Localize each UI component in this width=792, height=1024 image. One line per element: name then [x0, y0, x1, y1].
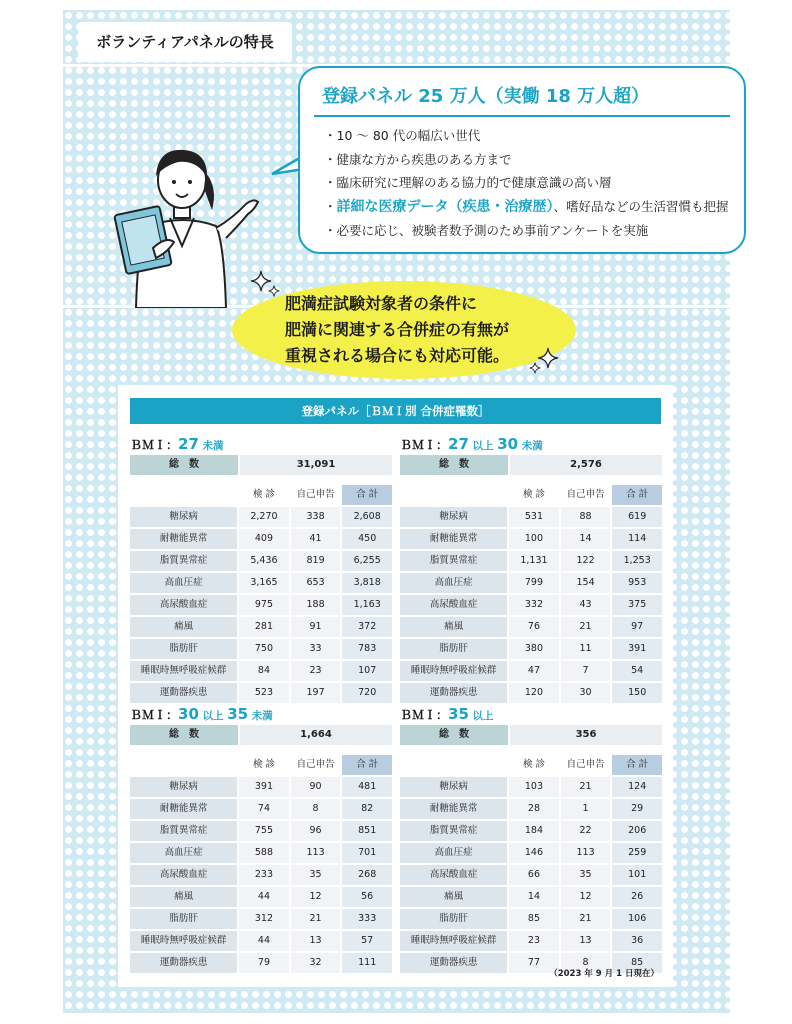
- cell-value: 14: [509, 887, 559, 907]
- cell-value: 150: [612, 683, 662, 703]
- cell-value: 268: [342, 865, 392, 885]
- cell-value: 91: [291, 617, 341, 637]
- row-label: 脂質異常症: [130, 551, 237, 571]
- cell-value: 720: [342, 683, 392, 703]
- cell-value: 96: [291, 821, 341, 841]
- cell-value: 47: [509, 661, 559, 681]
- cell-value: 100: [509, 529, 559, 549]
- cell-value: 44: [239, 887, 289, 907]
- cell-value: 90: [291, 777, 341, 797]
- table-header: [400, 485, 662, 505]
- cell-value: 1,163: [342, 595, 392, 615]
- cell-value: 783: [342, 639, 392, 659]
- cell-value: 391: [239, 777, 289, 797]
- row-label: 高尿酸血症: [400, 595, 507, 615]
- table-row: [400, 931, 662, 951]
- cell-value: 26: [612, 887, 662, 907]
- row-label: 痛風: [400, 617, 507, 637]
- doctor-illustration: [108, 118, 268, 308]
- row-label: 高血圧症: [130, 843, 237, 863]
- cell-value: 14: [561, 529, 611, 549]
- row-label: 睡眠時無呼吸症候群: [400, 661, 507, 681]
- bubble-headline: 登録パネル 25 万人（実働 18 万人超）: [322, 86, 650, 107]
- cell-value: 391: [612, 639, 662, 659]
- cell-value: 653: [291, 573, 341, 593]
- total-row: [400, 725, 662, 745]
- table-row: [400, 507, 662, 527]
- total-row: [130, 455, 392, 475]
- table-row: [130, 683, 392, 703]
- bmi-range-text: 未満: [248, 710, 273, 722]
- bmi-label: ＢＭＩ：: [400, 708, 449, 722]
- cell-value: 531: [509, 507, 559, 527]
- row-label: 脂肪肝: [400, 639, 507, 659]
- total-label: 総 数: [130, 725, 238, 745]
- cell-value: 188: [291, 595, 341, 615]
- callout-text: [285, 291, 509, 369]
- table-row: [400, 909, 662, 929]
- bmi-label: ＢＭＩ：: [400, 438, 449, 452]
- column-header: 合 計: [612, 755, 662, 775]
- cell-value: 85: [509, 909, 559, 929]
- row-label: 糖尿病: [400, 777, 507, 797]
- feature-item: [324, 219, 729, 243]
- feature-bubble: [298, 66, 746, 254]
- bmi-range-text: 以上: [468, 710, 494, 722]
- cell-value: 35: [291, 865, 341, 885]
- total-value: 31,091: [240, 455, 392, 475]
- cell-value: 953: [612, 573, 662, 593]
- cell-value: 799: [509, 573, 559, 593]
- row-label: 耐糖能異常: [130, 529, 237, 549]
- table-row: [130, 931, 392, 951]
- table-row: [130, 865, 392, 885]
- cell-value: 750: [239, 639, 289, 659]
- column-header: 検 診: [252, 489, 275, 500]
- table-row: [130, 661, 392, 681]
- table-row: [130, 639, 392, 659]
- column-header: 自己申告: [296, 759, 335, 770]
- table-row: [130, 507, 392, 527]
- bmi-number: 35: [448, 705, 469, 723]
- bmi-block: [400, 705, 662, 973]
- cell-value: 1,131: [509, 551, 559, 571]
- bmi-block: [400, 435, 662, 703]
- cell-value: 56: [342, 887, 392, 907]
- cell-value: 21: [561, 909, 611, 929]
- cell-value: 1: [561, 799, 611, 819]
- table-row: [130, 909, 392, 929]
- cell-value: 124: [612, 777, 662, 797]
- cell-value: 113: [561, 843, 611, 863]
- cell-value: 43: [561, 595, 611, 615]
- feature-text: ・10 ～ 80 代の幅広い世代: [324, 128, 481, 143]
- bmi-block-title: [400, 435, 662, 453]
- table-row: [400, 683, 662, 703]
- bmi-panel: [118, 385, 673, 987]
- cell-value: 120: [509, 683, 559, 703]
- cell-value: 97: [612, 617, 662, 637]
- total-label: 総 数: [400, 725, 508, 745]
- row-label: 脂肪肝: [130, 909, 237, 929]
- cell-value: 851: [342, 821, 392, 841]
- callout-line: 肥満に関連する合併症の有無が: [285, 320, 510, 339]
- cell-value: 30: [561, 683, 611, 703]
- feature-item: [324, 171, 729, 195]
- cell-value: 8: [561, 953, 611, 973]
- row-label: 高尿酸血症: [130, 865, 237, 885]
- cell-value: 5,436: [239, 551, 289, 571]
- row-label: 運動器疾患: [130, 953, 237, 973]
- row-label: 糖尿病: [130, 777, 237, 797]
- column-header: 自己申告: [296, 489, 335, 500]
- total-value: 1,664: [240, 725, 392, 745]
- cell-value: 85: [612, 953, 662, 973]
- row-label: 睡眠時無呼吸症候群: [400, 931, 507, 951]
- cell-value: 122: [561, 551, 611, 571]
- cell-value: 106: [612, 909, 662, 929]
- row-label: 高血圧症: [400, 573, 507, 593]
- cell-value: 819: [291, 551, 341, 571]
- row-label: 高尿酸血症: [130, 595, 237, 615]
- bmi-range-text: 以上: [468, 440, 498, 452]
- row-label: 脂肪肝: [400, 909, 507, 929]
- cell-value: 79: [239, 953, 289, 973]
- table-row: [400, 821, 662, 841]
- feature-text: ・健康な方から疾患のある方まで: [324, 151, 512, 167]
- cell-value: 13: [291, 931, 341, 951]
- row-label: 高血圧症: [130, 573, 237, 593]
- column-header: 自己申告: [566, 489, 605, 500]
- table-row: [130, 529, 392, 549]
- table-header: [130, 485, 392, 505]
- cell-value: 44: [239, 931, 289, 951]
- cell-value: 184: [509, 821, 559, 841]
- bmi-label: ＢＭＩ：: [130, 708, 179, 722]
- table-row: [400, 799, 662, 819]
- bmi-block-title: [130, 435, 392, 453]
- row-label: 糖尿病: [130, 507, 237, 527]
- table-header: [400, 755, 662, 775]
- row-label: 高尿酸血症: [400, 865, 507, 885]
- cell-value: 206: [612, 821, 662, 841]
- cell-value: 619: [612, 507, 662, 527]
- cell-value: 338: [291, 507, 341, 527]
- cell-value: 375: [612, 595, 662, 615]
- total-label: 総 数: [400, 455, 508, 475]
- cell-value: 13: [561, 931, 611, 951]
- row-label: 痛風: [130, 887, 237, 907]
- column-header: 自己申告: [566, 759, 605, 770]
- cell-value: 259: [612, 843, 662, 863]
- cell-value: 1,253: [612, 551, 662, 571]
- header-blank: [400, 485, 507, 505]
- table-row: [130, 821, 392, 841]
- bmi-block-title: [400, 705, 662, 723]
- cell-value: 32: [291, 953, 341, 973]
- table-row: [130, 617, 392, 637]
- column-header: 検 診: [522, 759, 545, 770]
- cell-value: 523: [239, 683, 289, 703]
- bubble-rule: [314, 115, 730, 117]
- feature-highlight: 詳細な医療データ（疾患・治療歴）: [336, 198, 554, 215]
- total-value: 356: [510, 725, 662, 745]
- row-label: 耐糖能異常: [400, 529, 507, 549]
- panel-title: 登録パネル［ＢＭＩ別 合併症罹数］: [130, 398, 661, 424]
- table-row: [400, 843, 662, 863]
- cell-value: 372: [342, 617, 392, 637]
- table-row: [130, 953, 392, 973]
- table-row: [130, 799, 392, 819]
- sparkle-icon: [268, 285, 280, 297]
- row-label: 脂質異常症: [400, 551, 507, 571]
- table-row: [400, 529, 662, 549]
- bmi-number: 35: [227, 705, 249, 723]
- cell-value: 113: [291, 843, 341, 863]
- cell-value: 114: [612, 529, 662, 549]
- cell-value: 21: [561, 777, 611, 797]
- bmi-number: 30: [178, 705, 199, 723]
- feature-list: [324, 124, 729, 243]
- page-title: ボランティアパネルの特長: [78, 22, 292, 62]
- feature-item: [324, 124, 729, 148]
- cell-value: 12: [561, 887, 611, 907]
- cell-value: 12: [291, 887, 341, 907]
- cell-value: 101: [612, 865, 662, 885]
- cell-value: 154: [561, 573, 611, 593]
- row-label: 糖尿病: [400, 507, 507, 527]
- cell-value: 380: [509, 639, 559, 659]
- cell-value: 975: [239, 595, 289, 615]
- column-header: 合 計: [612, 485, 662, 505]
- table-row: [400, 777, 662, 797]
- cell-value: 66: [509, 865, 559, 885]
- bmi-label: ＢＭＩ：: [130, 438, 179, 452]
- cell-value: 3,818: [342, 573, 392, 593]
- table-row: [400, 865, 662, 885]
- cell-value: 88: [561, 507, 611, 527]
- cell-value: 82: [342, 799, 392, 819]
- table-row: [130, 887, 392, 907]
- table-row: [400, 617, 662, 637]
- feature-item: [324, 195, 729, 220]
- cell-value: 54: [612, 661, 662, 681]
- cell-value: 77: [509, 953, 559, 973]
- feature-text: ・: [324, 198, 337, 214]
- cell-value: 7: [561, 661, 611, 681]
- cell-value: 2,270: [239, 507, 289, 527]
- column-header: 検 診: [252, 759, 275, 770]
- table-row: [130, 843, 392, 863]
- cell-value: 332: [509, 595, 559, 615]
- row-label: 睡眠時無呼吸症候群: [130, 661, 237, 681]
- row-label: 運動器疾患: [400, 683, 507, 703]
- cell-value: 23: [509, 931, 559, 951]
- total-row: [130, 725, 392, 745]
- total-value: 2,576: [510, 455, 662, 475]
- cell-value: 21: [561, 617, 611, 637]
- feature-item: [324, 148, 729, 172]
- table-row: [400, 639, 662, 659]
- cell-value: 3,165: [239, 573, 289, 593]
- column-header: 検 診: [522, 489, 545, 500]
- row-label: 脂質異常症: [130, 821, 237, 841]
- row-label: 痛風: [400, 887, 507, 907]
- cell-value: 312: [239, 909, 289, 929]
- row-label: 耐糖能異常: [130, 799, 237, 819]
- bmi-block-title: [130, 705, 392, 723]
- cell-value: 74: [239, 799, 289, 819]
- cell-value: 107: [342, 661, 392, 681]
- cell-value: 76: [509, 617, 559, 637]
- sparkle-icon: [529, 362, 541, 374]
- row-label: 運動器疾患: [400, 953, 507, 973]
- bmi-block: [130, 435, 392, 703]
- table-row: [130, 595, 392, 615]
- header-blank: [400, 755, 507, 775]
- row-label: 脂質異常症: [400, 821, 507, 841]
- table-row: [400, 661, 662, 681]
- table-row: [130, 777, 392, 797]
- bmi-number: 30: [497, 435, 519, 453]
- feature-text: ・臨床研究に理解のある協力的で健康意識の高い層: [324, 175, 612, 190]
- cell-value: 22: [561, 821, 611, 841]
- cell-value: 233: [239, 865, 289, 885]
- cell-value: 29: [612, 799, 662, 819]
- cell-value: 409: [239, 529, 289, 549]
- cell-value: 21: [291, 909, 341, 929]
- cell-value: 111: [342, 953, 392, 973]
- row-label: 運動器疾患: [130, 683, 237, 703]
- total-label: 総 数: [130, 455, 238, 475]
- cell-value: 333: [342, 909, 392, 929]
- table-row: [130, 551, 392, 571]
- bmi-number: 27: [448, 435, 469, 453]
- bmi-range-text: 未満: [198, 440, 224, 452]
- bmi-block: [130, 705, 392, 973]
- cell-value: 35: [561, 865, 611, 885]
- cell-value: 197: [291, 683, 341, 703]
- cell-value: 450: [342, 529, 392, 549]
- cell-value: 481: [342, 777, 392, 797]
- table-row: [400, 887, 662, 907]
- table-row: [130, 573, 392, 593]
- cell-value: 281: [239, 617, 289, 637]
- cell-value: 36: [612, 931, 662, 951]
- row-label: 痛風: [130, 617, 237, 637]
- cell-value: 57: [342, 931, 392, 951]
- header-blank: [130, 755, 237, 775]
- cell-value: 103: [509, 777, 559, 797]
- column-header: 合 計: [342, 485, 392, 505]
- cell-value: 28: [509, 799, 559, 819]
- cell-value: 84: [239, 661, 289, 681]
- bmi-range-text: 未満: [518, 440, 543, 452]
- row-label: 脂肪肝: [130, 639, 237, 659]
- footnote: （2023 年 9 月 1 日現在）: [549, 969, 659, 979]
- column-header: 合 計: [342, 755, 392, 775]
- table-row: [400, 573, 662, 593]
- cell-value: 33: [291, 639, 341, 659]
- feature-text: 、嗜好品などの生活習慣も把握: [553, 198, 729, 214]
- bmi-number: 27: [178, 435, 199, 453]
- row-label: 睡眠時無呼吸症候群: [130, 931, 237, 951]
- cell-value: 6,255: [342, 551, 392, 571]
- cell-value: 2,608: [342, 507, 392, 527]
- cell-value: 146: [509, 843, 559, 863]
- row-label: 高血圧症: [400, 843, 507, 863]
- total-row: [400, 455, 662, 475]
- row-label: 耐糖能異常: [400, 799, 507, 819]
- callout-line: 重視される場合にも対応可能。: [285, 346, 510, 365]
- callout-line: 肥満症試験対象者の条件に: [285, 294, 478, 313]
- cell-value: 11: [561, 639, 611, 659]
- cell-value: 41: [291, 529, 341, 549]
- bmi-range-text: 以上: [198, 710, 228, 722]
- table-row: [400, 551, 662, 571]
- cell-value: 23: [291, 661, 341, 681]
- table-row: [400, 595, 662, 615]
- cell-value: 701: [342, 843, 392, 863]
- table-header: [130, 755, 392, 775]
- feature-text: ・必要に応じ、被験者数予測のため事前アンケートを実施: [324, 223, 649, 238]
- cell-value: 755: [239, 821, 289, 841]
- cell-value: 8: [291, 799, 341, 819]
- cell-value: 588: [239, 843, 289, 863]
- header-blank: [130, 485, 237, 505]
